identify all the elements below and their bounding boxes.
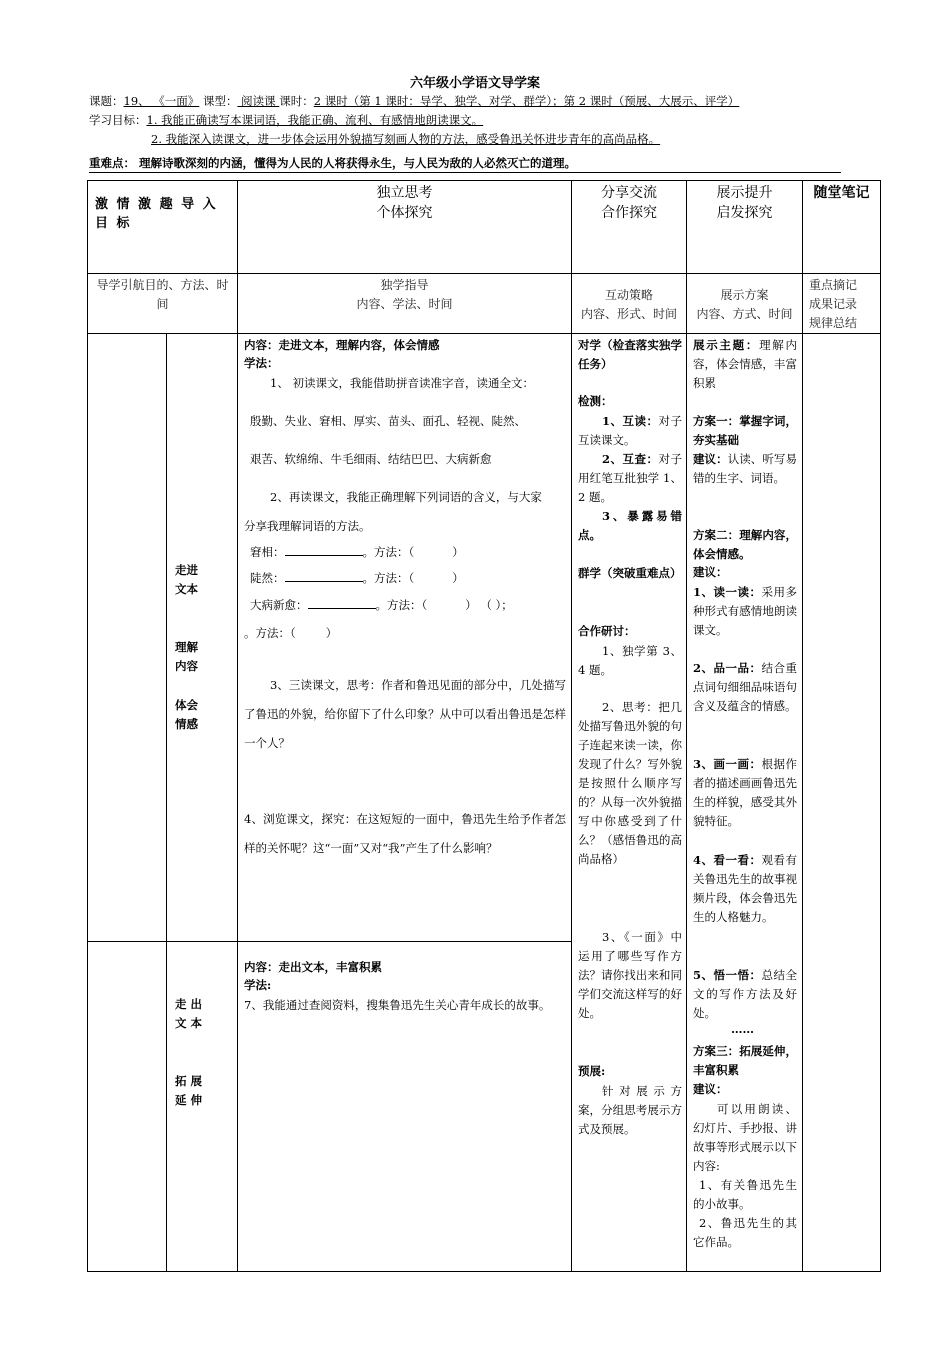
plan-2-item-4 (693, 851, 797, 927)
discussion-3: 3、《一面》中运用了哪些写作方法？请你找出来和同学们交流这样写的好处。 (578, 930, 682, 1020)
check-item-2 (578, 450, 682, 507)
hours-label: 课时： (279, 94, 314, 108)
plan-1-suggest-label: 建议： (693, 452, 728, 466)
sub-show-2: 内容、方式、时间 (696, 307, 793, 321)
section1-label-1: 走进 (175, 563, 198, 577)
word-item-method-more (244, 625, 337, 641)
plan-2-item-1-text: 采用多种形式有感情地朗读课文。 (693, 585, 797, 637)
plan-2-item-1 (693, 583, 797, 640)
close-paren: ） (325, 626, 338, 640)
section2-label-4: 延 伸 (175, 1093, 203, 1107)
plan-2-item-3-text: 根据作者的描述画画鲁迅先生的样貌，感受其外貌特征。 (693, 757, 797, 828)
header-share-2: 合作探究 (601, 205, 657, 221)
header-independent-2: 个体探究 (376, 205, 433, 221)
duixue-title: 对学（检查落实独学任务） (578, 338, 682, 371)
plan-1-title: 方案一：掌握字词，夯实基础 (693, 414, 797, 447)
sub-cell-share (572, 274, 687, 334)
plan-2-item-2-label: 2、品一品： (693, 661, 762, 675)
plan-2-item-3 (693, 755, 797, 831)
notes-column-cell[interactable] (803, 334, 881, 1272)
header-show-1: 展示提升 (716, 185, 773, 201)
word-list-1: 殷勤、失业、窘相、厚实、苗头、面孔、轻视、陡然、 (250, 414, 526, 428)
plan-2-item-5-text: 总结全文的写作方法及好处。 (693, 968, 797, 1020)
type-label: 课型： (199, 94, 238, 108)
show-theme-text: 理解内容，体会情感，丰富积累 (693, 338, 798, 390)
check-item-1-text: 对子互读课文。 (578, 414, 682, 447)
method-text: 。方法：（ (244, 626, 296, 640)
section1-label-6: 情感 (175, 717, 198, 731)
show-theme (693, 336, 797, 393)
key-label: 重难点： (89, 156, 135, 170)
check-item-1 (578, 412, 682, 450)
page-title: 六年级小学语文导学案 (409, 76, 540, 91)
question-3: 3、三读课文，思考：作者和鲁迅见面的部分中，几处描写了鲁迅的外貌，给你留下了什么印象？从中可以看出鲁迅是怎样一个人？ (244, 678, 566, 750)
goal-1: 1. 我能正确读写本课词语，我能正确、流利、有感情地朗读课文。 (146, 113, 484, 127)
section1-label-2: 文本 (175, 582, 198, 596)
sub-notes-3: 规律总结 (809, 316, 858, 330)
sub-independent-1: 独学指导 (380, 278, 429, 292)
header-cell-notes (803, 181, 881, 274)
sub-share-1: 互动策略 (604, 288, 653, 302)
yuzhan-title: 预展: (578, 1064, 606, 1078)
goal-line-1 (89, 112, 483, 128)
plan-3-item-1: 1、有关鲁迅先生的小故事。 (693, 1178, 797, 1211)
section2-label-1: 走 出 (175, 997, 203, 1011)
plan-2-suggest-label: 建议： (693, 565, 728, 579)
section2-content-title: 内容：走出文本，丰富积累 (244, 960, 382, 974)
check-item-2-text: 对子用红笔互批独学 1、2 题。 (578, 452, 682, 504)
close-paren: ） (452, 571, 464, 585)
section1-label-5: 体会 (175, 698, 198, 712)
section1-empty (88, 334, 167, 942)
paren-group: ） （ ）； (465, 598, 513, 612)
show-theme-label: 展示主题： (693, 338, 760, 352)
question-1: 1、 初读课文，我能借助拼音读准字音，读通全文： (270, 376, 534, 390)
sub-cell-independent (238, 274, 572, 334)
sub-cell-show (687, 274, 803, 334)
discussion-1: 1、独学第 3、4 题。 (578, 644, 682, 677)
word-item-dabing (250, 597, 513, 613)
plan-2-item-2-text: 结合重点词句细细品味语句含义及蕴含的情感。 (693, 661, 797, 713)
header-show-2: 启发探究 (716, 205, 773, 221)
plan-2-item-5-label: 5、悟一悟： (693, 968, 762, 982)
hezuo-title: 合作研讨： (578, 624, 636, 638)
fill-blank[interactable] (308, 608, 376, 609)
close-paren: ） (452, 545, 464, 559)
header-intro-text: 激 情 激 趣 导 入 目 标 (95, 197, 218, 231)
word-dabingxinyu: 大病新愈： (250, 598, 308, 612)
show-column-cell (687, 334, 803, 1272)
section1-content-cell (238, 334, 572, 942)
word-jiongxiang: 窘相： (250, 545, 285, 559)
section2-content-cell (238, 942, 572, 1272)
plan-2-item-4-text: 观看有关鲁迅先生的故事视频片段，体会鲁迅先生的人格魅力。 (693, 853, 797, 924)
section2-label-3: 拓 展 (175, 1074, 203, 1088)
question-2-line-1: 2、再读课文，我能正确理解下列词语的含义，与大家 (270, 490, 542, 504)
sub-guide-text: 导学引航目的、方法、时间 (96, 278, 229, 311)
plan-3-title: 方案三：拓展延伸，丰富积累 (693, 1044, 797, 1077)
plan-2-item-4-label: 4、看一看： (693, 853, 762, 867)
section1-method-title: 学法： (244, 356, 279, 370)
word-douran: 陡然： (250, 571, 285, 585)
jiance-title: 检测： (578, 394, 613, 408)
header-cell-show (687, 181, 803, 274)
qunxue-title: 群学（突破重难点） (578, 566, 682, 580)
lesson-plan-table (87, 180, 881, 1272)
goal-line-2 (151, 131, 660, 147)
share-column-cell (572, 334, 687, 1272)
sub-cell-notes (803, 274, 881, 334)
section2-empty (88, 942, 167, 1272)
word-item-jiongxiang (250, 544, 464, 560)
topic-value: 19、 《一面》 (123, 94, 200, 108)
plan-3-item-2: 2、鲁迅先生的其它作品。 (693, 1216, 797, 1249)
discussion-2: 2、思考：把几处描写鲁迅外貌的句子连起来读一读，你发现了什么？写外貌是按照什么顺序写的？从每一次外貌描写中你感受到了什么？（感悟鲁迅的高尚品格） (578, 700, 682, 866)
plan-3-suggest-label: 建议： (693, 1082, 728, 1096)
plan-2-item-3-label: 3、画一画： (693, 757, 762, 771)
method-text: 。方法：（ (375, 598, 428, 612)
header-cell-independent (238, 181, 572, 274)
plan-3-suggest-text: 可以用朗读、幻灯片、手抄报、讲故事等形式展示以下内容: (693, 1102, 797, 1173)
fill-blank[interactable] (285, 581, 363, 582)
question-4: 4、浏览课文，探究：在这短短的一面中，鲁迅先生给予作者怎样的关怀呢？这“一面”又对“我”产生了什么影响？ (244, 812, 566, 855)
section1-content-title: 内容：走进文本，理解内容，体会情感 (244, 338, 440, 352)
question-7: 7、我能通过查阅资料，搜集鲁迅先生关心青年成长的故事。 (244, 998, 551, 1012)
ellipsis: …… (731, 1022, 754, 1036)
header-independent-1: 独立思考 (376, 185, 433, 201)
section2-label-cell (167, 942, 238, 1272)
header-topic-line (89, 93, 739, 109)
key-value: 理解诗歌深刻的内涵，懂得为人民的人将获得永生，与人民为敌的人必然灭亡的道理。 (135, 156, 576, 170)
topic-label: 课题： (89, 94, 124, 108)
plan-2-item-1-label: 1、读一读： (693, 585, 762, 599)
section2-label-2: 文 本 (175, 1016, 203, 1030)
hours-value: 2 课时（第 1 课时：导学、独学、对学、群学）；第 2 课时（预展、大展示、评学） (313, 94, 740, 108)
type-value: 阅读课 (237, 94, 280, 108)
plan-2-item-5 (693, 966, 797, 1023)
sub-share-2: 内容、形式、时间 (580, 307, 677, 321)
goal-label: 学习目标： (89, 113, 147, 127)
key-points-line (89, 155, 841, 173)
question-2-line-2: 分享我理解词语的方法。 (244, 519, 371, 533)
check-item-3: 3、暴露易错点。 (578, 509, 682, 542)
method-text: 。方法：（ (362, 571, 415, 585)
header-notes: 随堂笔记 (813, 185, 870, 201)
sub-notes-2: 成果记录 (809, 297, 858, 311)
section2-method-title: 学法: (244, 978, 272, 992)
plan-1-suggest (693, 450, 797, 488)
plan-2-item-2 (693, 659, 797, 716)
word-item-douran (250, 570, 464, 586)
yuzhan-text: 针对展示方案，分组思考展示方式及预展。 (578, 1084, 682, 1136)
plan-1-suggest-text: 认读、听写易错的生字、词语。 (693, 452, 797, 485)
check-item-2-label: 2、互查： (602, 452, 659, 466)
word-list-2: 艰苦、软绵绵、牛毛细雨、结结巴巴、大病新愈 (250, 452, 492, 466)
sub-independent-2: 内容、学法、时间 (356, 297, 453, 311)
plan-2-title: 方案二：理解内容，体会情感。 (693, 528, 797, 561)
sub-notes-1: 重点摘记 (809, 278, 858, 292)
section1-label-3: 理解 (175, 640, 198, 654)
check-item-1-label: 1、互读： (602, 414, 659, 428)
header-share-1: 分享交流 (601, 185, 657, 201)
section1-label-4: 内容 (175, 659, 198, 673)
method-text: 。方法：（ (362, 545, 415, 559)
sub-cell-guide (88, 274, 238, 334)
header-cell-intro (88, 181, 238, 274)
fill-blank[interactable] (285, 555, 363, 556)
section1-label-cell (167, 334, 238, 942)
header-cell-share (572, 181, 687, 274)
sub-show-1: 展示方案 (720, 288, 769, 302)
goal-2: 2. 我能深入读课文，进一步体会运用外貌描写刻画人物的方法，感受鲁迅关怀进步青年的高尚品格。 (151, 132, 661, 146)
